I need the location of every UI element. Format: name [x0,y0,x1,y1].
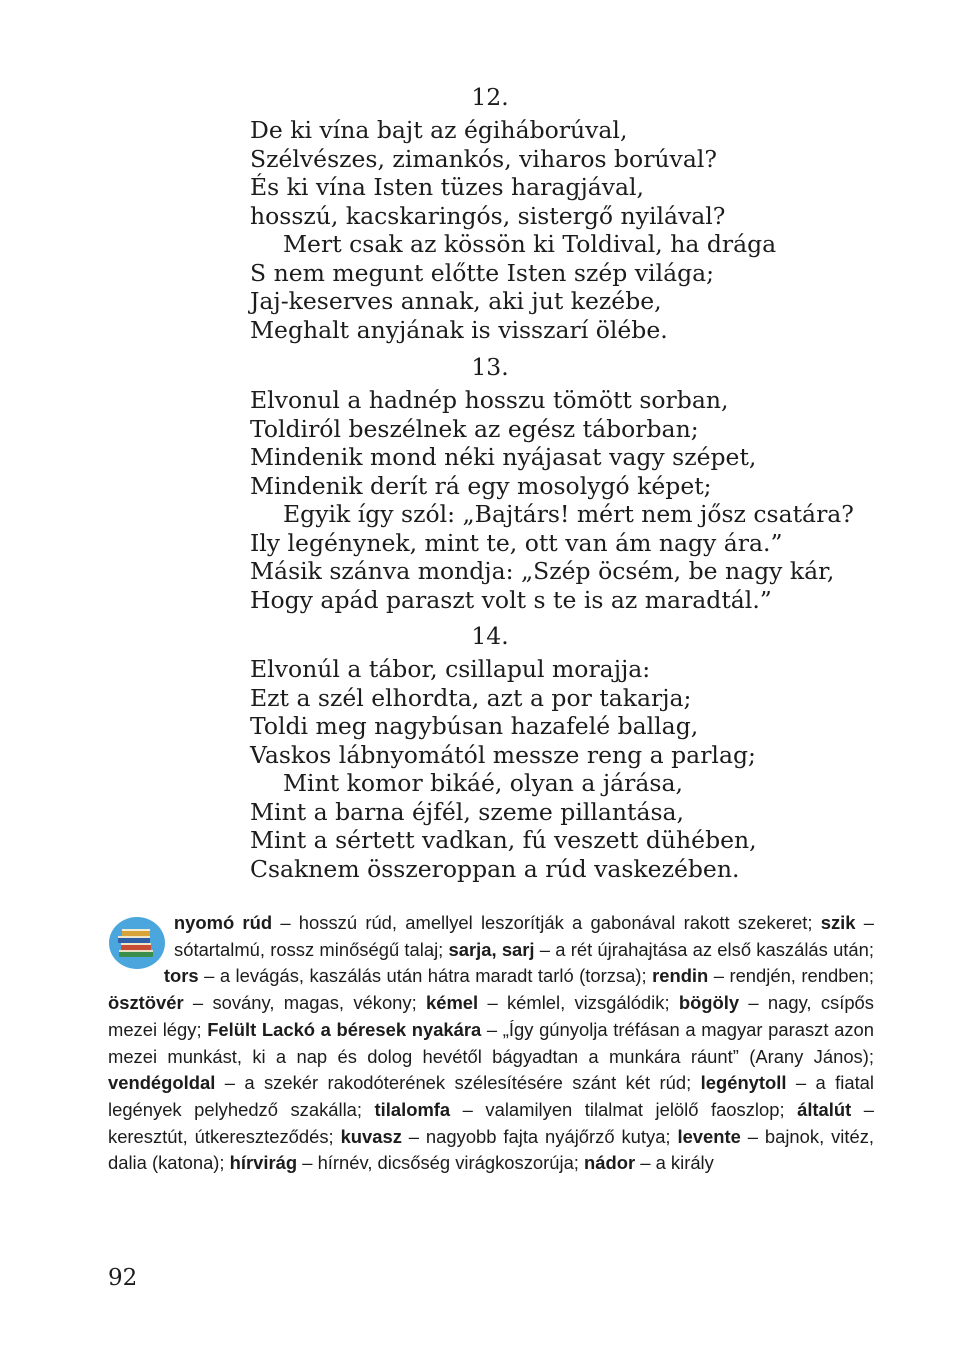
glossary-definition: – keresztút, útkereszteződés; [108,1098,874,1147]
verse-line: Mint a sértett vadkan, fú veszett dühében, [250,826,757,854]
verse-line: hosszú, kacskaringós, sistergő nyilával? [250,201,726,230]
verse-line: Mint komor bikáé, olyan a járása, [283,769,683,797]
glossary-definition: – a király [635,1152,714,1174]
verse-line: Toldiról beszélnek az egész táborban; [250,414,699,443]
verse-line: Mint a barna éjfél, szeme pillantása, [250,797,685,826]
glossary-definition: – rendjén, rendben; [708,965,874,987]
stanza [250,655,910,883]
verse-line: Mert csak az kössön ki Toldival, ha drága [283,230,777,258]
verse-line: Vaskos lábnyomától messze reng a parlag; [250,740,756,769]
verse-line: Jaj-keserves annak, aki jut kezébe, [250,287,662,315]
glossary-term: kuvasz [340,1125,402,1147]
glossary-term: hírvirág [229,1152,298,1174]
verse-line: Toldi meg nagybúsan hazafelé ballag, [250,712,699,740]
verse-line: Ily legénynek, mint te, ott van ám nagy ára.” [250,528,783,557]
glossary-term: nádor [584,1152,636,1174]
glossary-term: általút [797,1098,852,1120]
glossary-term: levente [677,1125,741,1147]
glossary-term: kémel [426,992,479,1014]
glossary-definition: – kémlel, vizsgálódik; [478,992,679,1014]
verse-line: Mindenik derít rá egy mosolygó képet; [250,471,712,500]
stanza-number: 12. [471,83,509,111]
glossary-definition: – nagy, csípős mezei légy; [108,992,874,1040]
glossary-term: tilalomfa [374,1098,451,1120]
verse-line: Egyik így szól: „Bajtárs! mért nem jősz csatára? [283,500,854,528]
glossary-term: nyomó rúd [173,912,273,933]
glossary [108,910,874,1177]
glossary-term: tors [163,965,199,987]
verse-line: Elvonul a hadnép hosszu tömött sorban, [250,386,729,414]
glossary-definition: – sótartalmú, rossz minőségű talaj; [174,912,874,960]
stanza [250,116,910,344]
glossary-definition: – hosszú rúd, amellyel leszorítják a gabonával rakott szekeret; [272,912,821,933]
glossary-term: bögöly [678,992,740,1014]
verse-line: Elvonúl a tábor, csillapul morajja: [250,655,651,683]
stanza [250,386,910,614]
glossary-definition: – a rét újrahajtása az első kaszálás után; [534,938,874,960]
glossary-definition: – valamilyen tilalmat jelölő faoszlop; [450,1098,798,1120]
glossary-term: legénytoll [700,1072,787,1094]
verse-line: Másik szánva mondja: „Szép öcsém, be nagy kár, [250,557,835,585]
glossary-term: rendin [652,965,709,987]
glossary-text [108,910,874,1177]
verse-line: De ki vína bajt az égiháborúval, [250,116,628,144]
stanza-number: 13. [471,353,509,381]
glossary-definition: – a fiatal legények pelyhedző szakálla; [108,1072,874,1120]
books-icon [108,914,166,970]
glossary-definition: – a levágás, kaszálás után hátra maradt tarló (torzsa); [198,965,653,987]
verse-line: Csaknem összeroppan a rúd vaskezében. [250,854,740,883]
verse-line: S nem megunt előtte Isten szép világa; [250,258,715,287]
glossary-definition: – sovány, magas, vékony; [183,992,426,1014]
glossary-term: Felült Lackó a béresek nyakára [207,1018,482,1040]
verse-line: Szélvészes, zimankós, viharos borúval? [250,144,717,173]
glossary-definition: – „Így gúnyolja tréfásan a magyar paraszt azon mezei munkást, ki a nap és dolog hevétől bágyadtan a munkára ráunt” (Arany János); [108,1018,874,1067]
glossary-definition: – hírnév, dicsőség virágkoszorúja; [297,1152,585,1174]
page-number: 92 [108,1265,138,1291]
glossary-definition: – nagyobb fajta nyájőrző kutya; [401,1125,678,1147]
glossary-term: szik [820,912,856,933]
verse-line: Mindenik mond néki nyájasat vagy szépet, [250,443,757,471]
glossary-definition: – a szekér rakodóterének szélesítésére szánt két rúd; [215,1072,701,1094]
glossary-term: ösztövér [108,992,184,1014]
verse-line: Hogy apád paraszt volt s te is az maradtál.” [250,585,772,614]
glossary-definition: – bajnok, vitéz, dalia (katona); [108,1125,875,1174]
glossary-term: sarja, sarj [448,938,535,960]
verse-line: És ki vína Isten tüzes haragjával, [250,173,645,201]
verse-line: Meghalt anyjának is visszarí ölébe. [250,315,668,344]
verse-line: Ezt a szél elhordta, azt a por takarja; [250,683,692,712]
stanza-number: 14. [471,622,509,650]
glossary-term: vendégoldal [108,1072,216,1094]
